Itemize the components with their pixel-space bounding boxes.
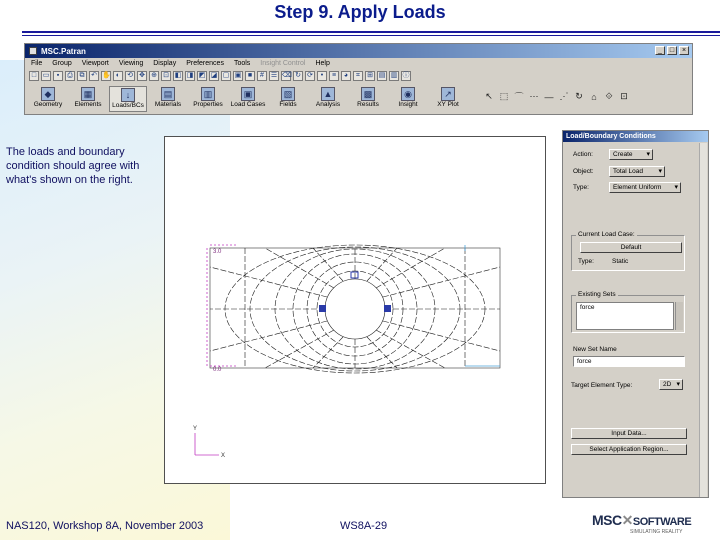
patran-titlebar xyxy=(25,44,692,58)
rotate-icon[interactable]: ⟲ xyxy=(125,71,135,81)
object-label: Object: xyxy=(573,168,594,175)
target-element-type-dropdown[interactable]: 2D ▾ xyxy=(659,379,683,390)
show-all-icon[interactable]: ☰ xyxy=(270,72,278,79)
refresh-icon[interactable]: ↻ xyxy=(293,71,303,81)
select-poly-icon[interactable]: ⌒ xyxy=(514,92,524,102)
pick-rotate-icon[interactable]: ↻ xyxy=(575,91,583,101)
app-load-cases[interactable]: ▣ Load Cases xyxy=(230,88,266,108)
maximize-icon[interactable]: □ xyxy=(667,46,677,55)
pick-dash-icon[interactable]: — xyxy=(544,91,554,102)
geometry-icon: ◆ xyxy=(41,87,55,101)
save-icon[interactable]: ▪ xyxy=(53,71,63,81)
app-insight[interactable]: ◉ Insight xyxy=(398,88,418,108)
msc-logo-text: MSC✕SOFTWARE xyxy=(592,512,692,528)
analysis-icon: ▲ xyxy=(321,87,335,101)
toolbar-icons xyxy=(25,69,692,83)
menu-preferences[interactable]: Preferences xyxy=(186,60,224,67)
loads-bcs-icon: ↓ xyxy=(121,88,135,102)
open-file-icon[interactable]: ▭ xyxy=(42,72,50,79)
existing-set-item[interactable]: force xyxy=(580,304,595,311)
graphics-viewport[interactable] xyxy=(164,136,546,484)
object-row xyxy=(573,166,665,177)
properties-icon: ▥ xyxy=(201,87,215,101)
menu-bar xyxy=(25,58,692,69)
window-controls xyxy=(655,46,689,55)
type-label: Type: xyxy=(573,184,589,191)
elements-icon: ▦ xyxy=(81,87,95,101)
wireframe-icon[interactable]: ▢ xyxy=(222,72,230,79)
existing-sets-list[interactable] xyxy=(576,302,674,330)
patran-window-title: MSC.Patran xyxy=(41,46,86,56)
app-analysis[interactable]: ▲ Analysis xyxy=(315,89,341,108)
pick-region-icon[interactable]: ⊡ xyxy=(620,91,628,101)
type-static-label: Type: xyxy=(578,258,594,265)
front-view-icon[interactable]: ◧ xyxy=(174,72,182,79)
iso-view-icon[interactable]: ◪ xyxy=(210,72,218,79)
shaded-icon[interactable]: ■ xyxy=(245,71,255,81)
select-application-region-button[interactable]: Select Application Region... xyxy=(571,444,687,455)
load-boundary-conditions-panel xyxy=(562,130,709,498)
existing-sets-label: Existing Sets xyxy=(578,291,616,298)
new-set-name-label: New Set Name xyxy=(573,346,617,353)
patran-main-window xyxy=(24,43,693,115)
side-view-icon[interactable]: ◩ xyxy=(198,72,206,79)
msc-software-logo xyxy=(592,512,716,540)
load-case-button[interactable]: Default xyxy=(580,242,682,253)
title-divider xyxy=(22,31,720,33)
lbc-panel-title: Load/Boundary Conditions xyxy=(563,131,708,142)
menu-display[interactable]: Display xyxy=(153,60,177,67)
target-element-type-label: Target Element Type: xyxy=(571,382,633,389)
instruction-text: The loads and boundary condition should agree with what's shown on the right. xyxy=(6,146,140,186)
app-elements[interactable]: ▦ Elements xyxy=(74,88,102,108)
label-icon[interactable]: # xyxy=(257,71,267,81)
minimize-icon[interactable]: _ xyxy=(655,46,665,55)
info-icon[interactable]: ⓘ xyxy=(402,72,410,79)
type-row xyxy=(573,182,681,193)
app-loads-bcs[interactable]: ↓ Loads/BCs xyxy=(109,86,147,112)
top-view-icon[interactable]: ◨ xyxy=(186,72,194,79)
patran-app-icon xyxy=(29,47,37,55)
pick-path-icon[interactable]: ⋰ xyxy=(559,91,569,101)
menu-help[interactable]: Help xyxy=(315,60,330,67)
reset-graphics-icon[interactable]: ⟳ xyxy=(305,71,315,81)
msc-logo-tagline: SIMULATING REALITY xyxy=(630,529,683,535)
existing-sets-group xyxy=(571,291,685,333)
app-fields[interactable]: ▧ Fields xyxy=(279,88,297,108)
node-label-bottom-left: 0.0 xyxy=(213,367,222,373)
element-label-icon[interactable]: ▤ xyxy=(378,72,386,79)
node-size-icon[interactable]: • xyxy=(317,71,327,81)
select-arrow-icon[interactable]: ↖ xyxy=(485,91,493,101)
object-dropdown[interactable]: Total Load ▾ xyxy=(609,166,665,177)
print-icon[interactable]: ⎙ xyxy=(65,71,75,81)
zoom-icon[interactable]: ⊕ xyxy=(149,71,159,81)
axis-label-y: Y xyxy=(193,426,198,432)
plate-with-hole-mesh xyxy=(165,137,545,483)
application-switch-bar xyxy=(29,86,467,112)
footer-page-number: WS8A-29 xyxy=(340,520,388,532)
copy-icon[interactable]: ⧉ xyxy=(77,71,87,81)
plot-erase-icon[interactable]: ⌫ xyxy=(282,72,292,79)
pick-frame-icon[interactable]: ⌂ xyxy=(591,91,597,102)
materials-icon: ▤ xyxy=(161,87,175,101)
hidden-line-icon[interactable]: ▣ xyxy=(234,72,242,79)
group-post-icon[interactable]: ⊞ xyxy=(365,71,375,81)
load-cases-icon: ▣ xyxy=(241,87,255,101)
xy-plot-icon: ↗ xyxy=(441,87,455,101)
new-file-icon[interactable]: □ xyxy=(29,71,39,81)
fit-view-icon[interactable]: ⊡ xyxy=(161,71,171,81)
display-lines-icon[interactable]: ≡ xyxy=(329,71,339,81)
results-icon: ▩ xyxy=(361,87,375,101)
select-box-icon[interactable]: ⬚ xyxy=(499,91,509,101)
close-icon[interactable]: × xyxy=(679,46,689,55)
current-load-case-group xyxy=(571,231,685,271)
smooth-shaded-icon[interactable]: ◕ xyxy=(341,71,351,81)
app-xy-plot[interactable]: ↗ XY Plot xyxy=(437,88,459,108)
app-results[interactable]: ▩ Results xyxy=(357,88,379,108)
fields-icon: ▧ xyxy=(281,87,295,101)
node-label-top-left: 3.0 xyxy=(213,249,222,255)
input-data-button[interactable]: Input Data... xyxy=(571,428,687,439)
axis-label-x: X xyxy=(221,453,226,459)
view-corners-icon[interactable]: ⌗ xyxy=(353,71,363,81)
existing-sets-scrollbar[interactable] xyxy=(675,302,683,330)
abort-icon[interactable]: ✋ xyxy=(102,72,111,79)
action-row xyxy=(573,149,653,160)
type-static-value: Static xyxy=(612,258,629,265)
action-label: Action: xyxy=(573,151,593,158)
pick-snap-icon[interactable]: ⟐ xyxy=(605,91,613,101)
app-materials[interactable]: ▤ Materials xyxy=(154,88,182,108)
current-load-case-label: Current Load Case: xyxy=(578,231,635,238)
lbc-panel-scrollbar[interactable] xyxy=(699,143,707,497)
slide-title: Step 9. Apply Loads xyxy=(274,2,446,22)
pan-icon[interactable]: ✥ xyxy=(137,71,147,81)
menu-insight-control[interactable]: Insight Control xyxy=(260,60,306,67)
new-set-name-input[interactable]: force xyxy=(573,356,685,367)
pick-tools xyxy=(483,90,630,103)
insight-icon: ◉ xyxy=(401,87,415,101)
node-label-icon[interactable]: ▥ xyxy=(390,72,398,79)
menu-group[interactable]: Group xyxy=(52,60,72,67)
app-geometry[interactable]: ◆ Geometry xyxy=(33,88,63,108)
pick-dots-icon[interactable]: ⋯ xyxy=(529,91,539,101)
app-properties[interactable]: ▥ Properties xyxy=(193,88,223,108)
menu-viewport[interactable]: Viewport xyxy=(81,60,109,67)
title-divider-secondary xyxy=(22,35,720,36)
menu-file[interactable]: File xyxy=(31,60,43,67)
type-dropdown[interactable]: Element Uniform ▾ xyxy=(609,182,681,193)
menu-tools[interactable]: Tools xyxy=(233,60,251,67)
undo-icon[interactable]: ↶ xyxy=(89,71,99,81)
action-dropdown[interactable]: Create ▾ xyxy=(609,149,653,160)
graphics-icon[interactable]: ◐ xyxy=(113,71,123,81)
menu-viewing[interactable]: Viewing xyxy=(118,60,144,67)
footer-course-info: NAS120, Workshop 8A, November 2003 xyxy=(6,520,204,532)
